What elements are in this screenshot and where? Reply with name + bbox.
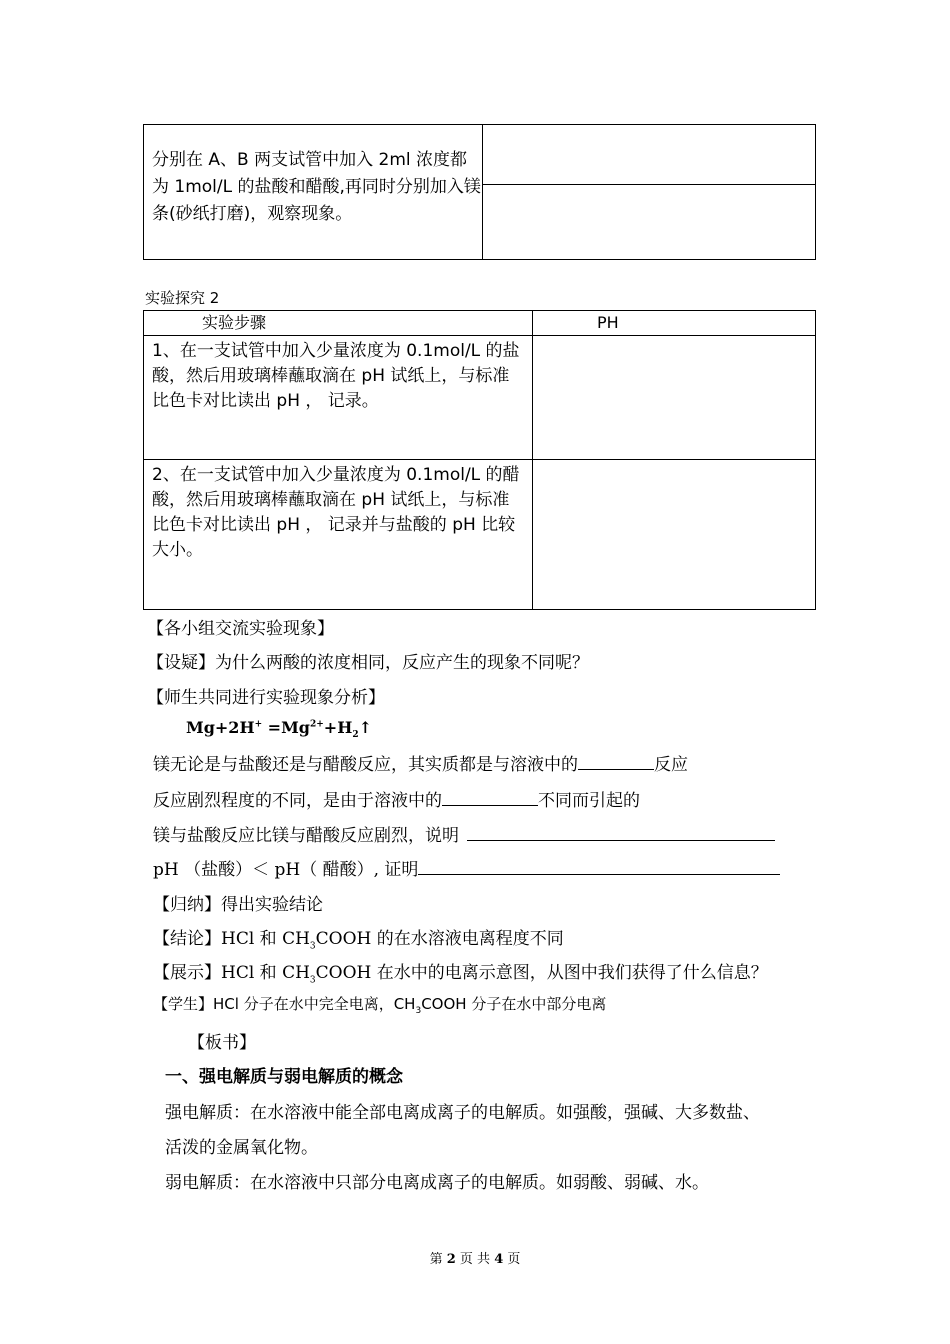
analysis-heading: 【师生共同进行实验现象分析】	[147, 688, 385, 708]
header-steps: 实验步骤	[144, 311, 533, 336]
induce: 【归纳】得出实验结论	[153, 895, 323, 915]
reaction-equation: $Mg+2H^+ =Mg^{2+}+H_2↑$	[186, 718, 372, 741]
group-exchange: 【各小组交流实验现象】	[147, 619, 334, 639]
page-footer: 第 2 页 共 4 页	[429, 1252, 521, 1267]
fill-line-1: 镁无论是与盐酸还是与醋酸反应，其实质都是与溶液中的 反应	[153, 750, 688, 775]
conclusion: 【结论】HCl 和 $CH_3COOH$ 的在水溶液电离程度不同	[153, 929, 564, 952]
experiment1-observation-a	[483, 125, 816, 185]
experiment2-table	[143, 310, 816, 610]
blank-3[interactable]	[467, 823, 775, 841]
board-label: 【板书】	[188, 1033, 256, 1053]
header-ph: PH	[533, 311, 816, 336]
experiment1-table	[143, 124, 816, 260]
strong-electrolyte-line-2: 活泼的金属氧化物。	[165, 1138, 318, 1158]
strong-electrolyte-line-1: 强电解质：在水溶液中能全部电离成离子的电解质。如强酸，强碱、大多数盐、	[165, 1103, 760, 1123]
step-2: 2、在一支试管中加入少量浓度为 0.1mol/L 的醋酸，然后用玻璃棒蘸取滴在 pH 试纸上，与标准比色卡对比读出 pH ， 记录并与盐酸的 pH 比较大小。	[144, 460, 533, 610]
fill-line-3: 镁与盐酸反应比镁与醋酸反应剧烈，说明	[153, 821, 775, 846]
fill-line-4: pH （盐酸）＜ pH（ 醋酸）, 证明	[153, 855, 780, 880]
show: 【展示】HCl 和 $CH_3COOH$ 在水中的电离示意图，从图中我们获得了什么信息？	[153, 963, 768, 986]
step-1: 1、在一支试管中加入少量浓度为 0.1mol/L 的盐酸，然后用玻璃棒蘸取滴在 pH 试纸上，与标准比色卡对比读出 pH ， 记录。	[144, 336, 533, 460]
arrow-up-icon: ↑	[358, 718, 372, 737]
weak-electrolyte: 弱电解质：在水溶液中只部分电离成离子的电解质。如弱酸、弱碱、水。	[165, 1173, 709, 1193]
section-heading: 一、强电解质与弱电解质的概念	[165, 1067, 403, 1087]
experiment1-observation-b	[483, 185, 816, 260]
page-total: 4	[494, 1252, 504, 1267]
blank-1[interactable]	[578, 752, 654, 770]
question: 【设疑】为什么两酸的浓度相同，反应产生的现象不同呢？	[147, 653, 589, 673]
blank-4[interactable]	[418, 857, 780, 875]
page-number: 2	[446, 1252, 456, 1267]
fill-line-2: 反应剧烈程度的不同，是由于溶液中的 不同而引起的	[153, 786, 640, 811]
section2-label: 实验探究 2	[145, 289, 220, 307]
blank-2[interactable]	[442, 788, 538, 806]
experiment1-description: 分别在 A、B 两支试管中加入 2ml 浓度都为 1mol/L 的盐酸和醋酸,再同时分别加入镁条(砂纸打磨)，观察现象。	[144, 125, 483, 260]
student-answer: 【学生】HCl 分子在水中完全电离，$CH_3COOH$ 分子在水中部分电离	[153, 995, 607, 1016]
ph-cell-2	[533, 460, 816, 610]
ph-cell-1	[533, 336, 816, 460]
